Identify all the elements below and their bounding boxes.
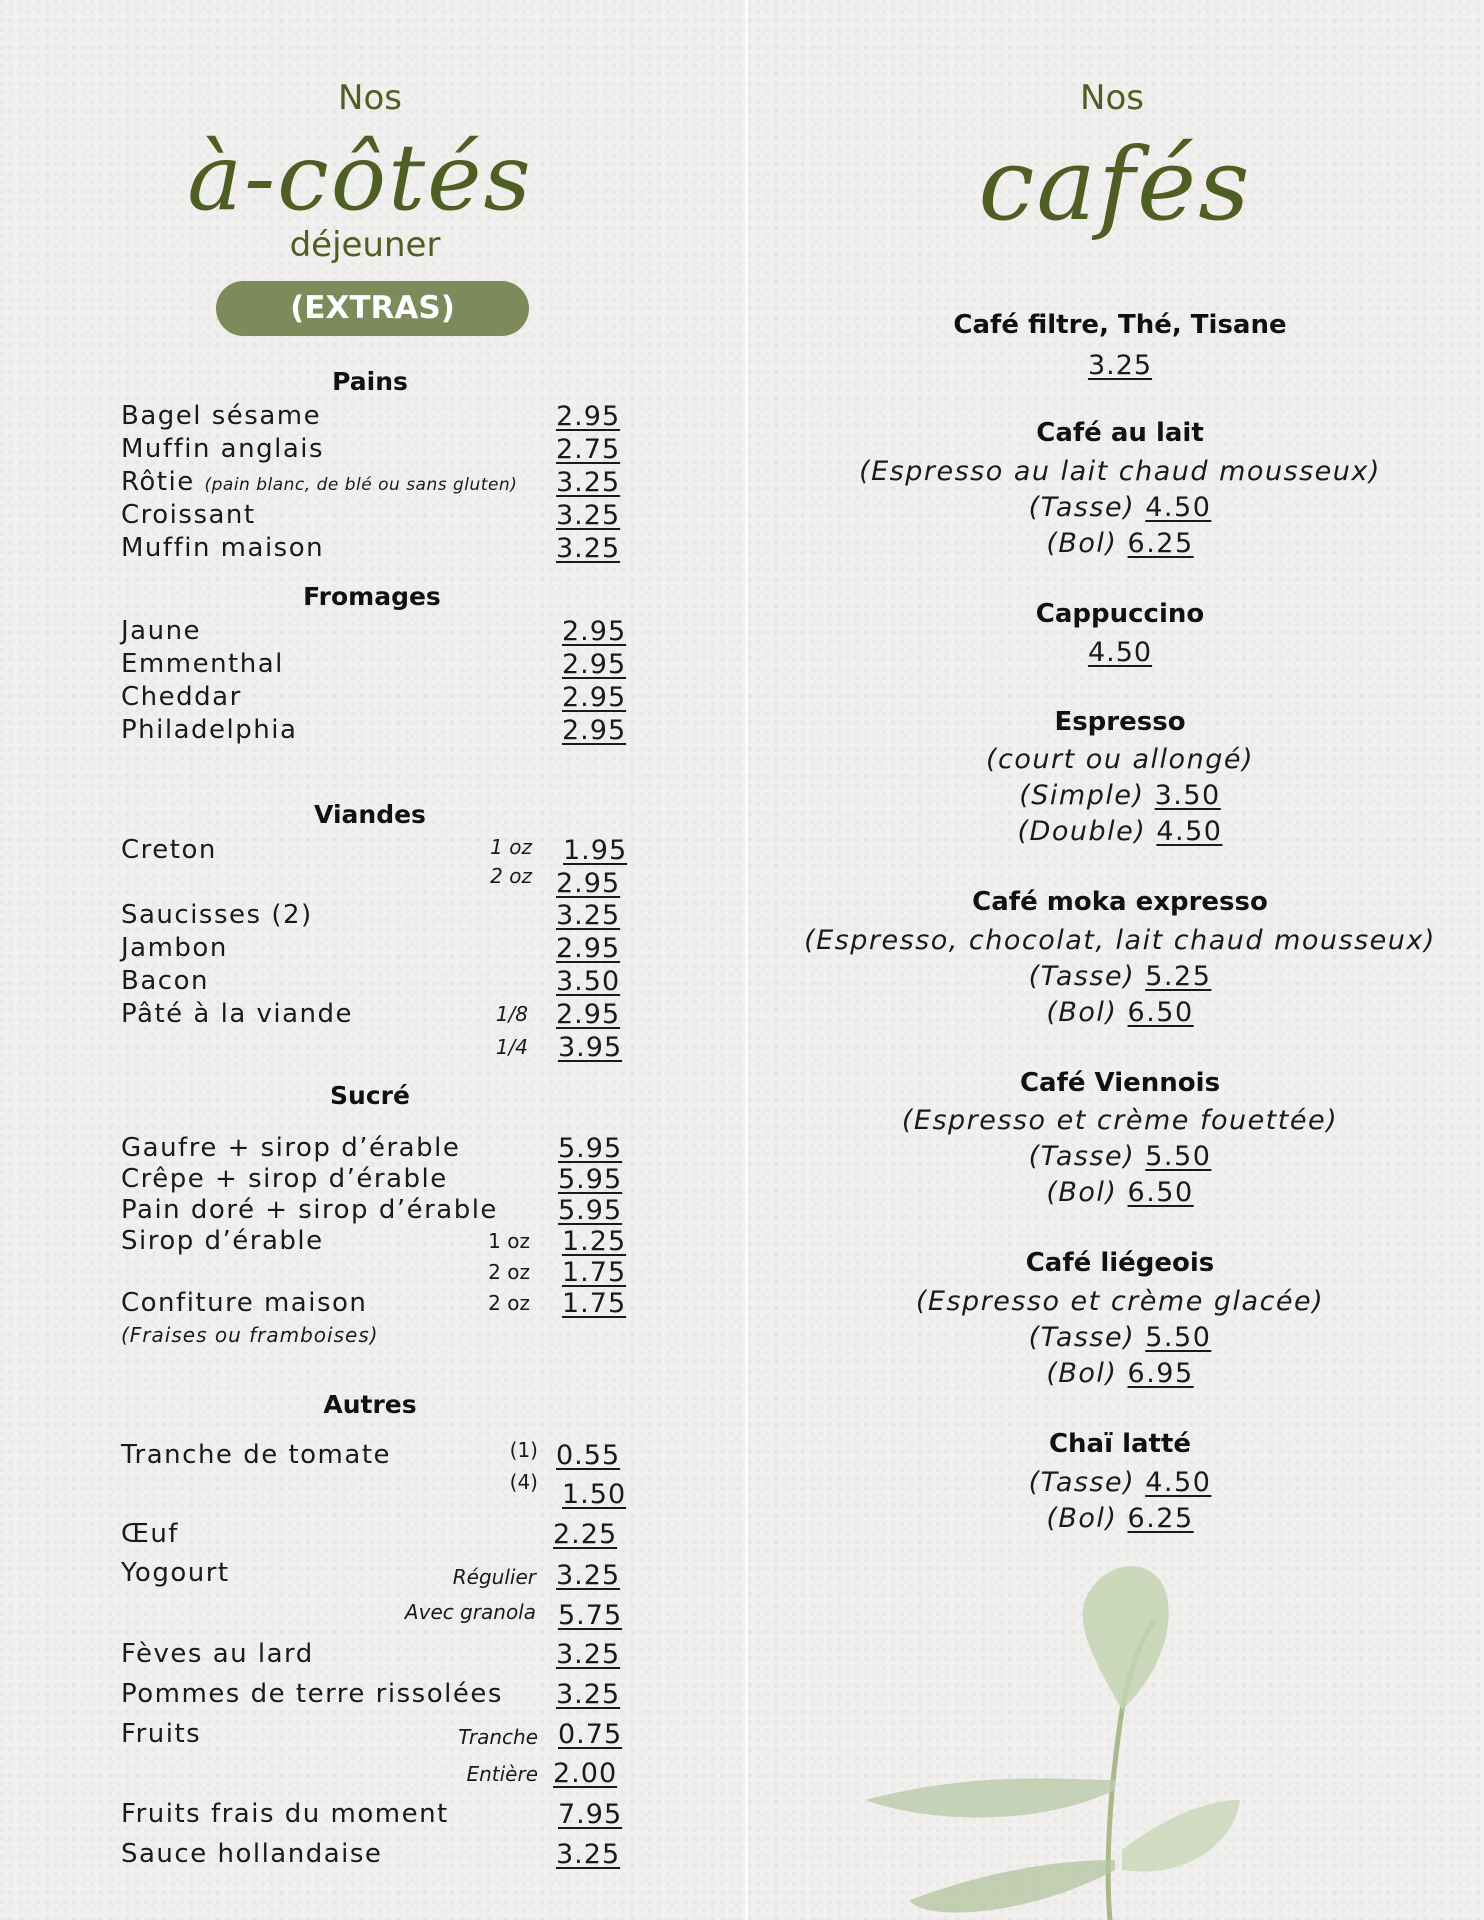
price: 2.95 xyxy=(562,682,627,713)
menu-item: Fruits frais du moment xyxy=(121,1799,449,1829)
extras-badge: (EXTRAS) xyxy=(216,281,529,336)
portion-label: 1 oz xyxy=(488,1229,530,1253)
portion-label: Avec granola xyxy=(404,1600,536,1624)
price: 3.50 xyxy=(1154,780,1221,811)
section-title-pains: Pains xyxy=(332,367,408,396)
portion-label: 1/4 xyxy=(495,1035,528,1059)
menu-item: Fèves au lard xyxy=(121,1639,314,1669)
price: 0.75 xyxy=(558,1719,623,1750)
menu-item: Saucisses (2) xyxy=(121,900,313,930)
coffee-name: Cappuccino xyxy=(1035,599,1205,629)
price: 3.95 xyxy=(558,1032,623,1063)
price: 5.95 xyxy=(558,1164,623,1195)
menu-item: Pâté à la viande xyxy=(121,999,354,1029)
price: 4.50 xyxy=(1145,1467,1212,1498)
menu-item: Sirop d’érable xyxy=(121,1226,324,1256)
menu-item: Bacon xyxy=(121,966,209,996)
coffee-description: (Espresso et crème fouettée) xyxy=(901,1105,1339,1136)
coffee-name: Café liégeois xyxy=(1025,1248,1215,1278)
price: 1.50 xyxy=(562,1479,627,1510)
menu-item: Œuf xyxy=(121,1519,179,1549)
price: 3.25 xyxy=(556,900,621,931)
price: 3.25 xyxy=(556,1839,621,1870)
price: 3.25 xyxy=(1087,350,1153,381)
portion-label: Entière xyxy=(466,1762,538,1786)
size-label: (Bol) xyxy=(1046,997,1118,1028)
menu-item: Cheddar xyxy=(121,682,242,712)
menu-item: Fruits xyxy=(121,1719,202,1749)
price: 5.50 xyxy=(1145,1322,1212,1353)
price: 6.50 xyxy=(1127,997,1194,1028)
coffee-name: Café au lait xyxy=(1036,418,1204,448)
price: 3.50 xyxy=(556,966,621,997)
eucalyptus-leaf-icon xyxy=(860,1560,1300,1920)
price: 6.25 xyxy=(1127,1503,1194,1534)
price: 2.95 xyxy=(562,616,627,647)
portion-label: (4) xyxy=(509,1470,538,1494)
menu-item-note: (Fraises ou framboises) xyxy=(121,1323,379,1347)
price: 3.25 xyxy=(556,500,621,531)
menu-item: Muffin anglais xyxy=(121,434,325,464)
coffee-name: Chaï latté xyxy=(1048,1429,1192,1459)
coffee-size-line xyxy=(780,528,1460,559)
coffee-name: Café filtre, Thé, Tisane xyxy=(953,310,1287,340)
price: 1.75 xyxy=(562,1257,627,1288)
menu-item: Tranche de tomate xyxy=(121,1440,392,1470)
left-subtitle: déjeuner xyxy=(289,225,441,265)
price: 5.75 xyxy=(558,1600,623,1631)
price: 5.95 xyxy=(558,1195,623,1226)
menu-item-note: (pain blanc, de blé ou sans gluten) xyxy=(204,475,518,495)
menu-item: Pommes de terre rissolées xyxy=(121,1679,503,1709)
coffee-size-line xyxy=(780,1322,1460,1353)
menu-item xyxy=(121,467,517,497)
price: 5.95 xyxy=(558,1133,623,1164)
price: 4.50 xyxy=(1087,637,1153,668)
price: 5.25 xyxy=(1145,961,1212,992)
menu-item: Croissant xyxy=(121,500,256,530)
price: 5.50 xyxy=(1145,1141,1212,1172)
portion-label: 2 oz xyxy=(488,1260,530,1284)
menu-item: Crêpe + sirop d’érable xyxy=(121,1164,448,1194)
left-script-title: à-côtés xyxy=(187,124,533,231)
coffee-name: Café moka expresso xyxy=(972,887,1268,917)
size-label: (Bol) xyxy=(1046,1358,1118,1389)
coffee-size-line xyxy=(780,1503,1460,1534)
size-label: (Bol) xyxy=(1046,1503,1118,1534)
size-label: (Tasse) xyxy=(1028,961,1136,992)
coffee-name: Espresso xyxy=(1054,707,1186,737)
coffee-description: (Espresso et crème glacée) xyxy=(915,1286,1325,1317)
section-title-fromages: Fromages xyxy=(303,582,441,611)
menu-item: Pain doré + sirop d’érable xyxy=(121,1195,498,1225)
size-label: (Double) xyxy=(1017,816,1147,847)
section-title-viandes: Viandes xyxy=(314,800,426,829)
right-script-title: cafés xyxy=(978,126,1252,243)
portion-label: Tranche xyxy=(458,1725,538,1749)
price: 2.95 xyxy=(556,868,621,899)
menu-item: Confiture maison xyxy=(121,1288,368,1318)
portion-label: 2 oz xyxy=(488,1291,530,1315)
portion-label: 1/8 xyxy=(495,1002,528,1026)
price: 4.50 xyxy=(1145,492,1212,523)
coffee-description: (Espresso au lait chaud mousseux) xyxy=(859,456,1381,487)
portion-label: Régulier xyxy=(452,1565,536,1589)
size-label: (Bol) xyxy=(1046,528,1118,559)
price: 3.25 xyxy=(556,467,621,498)
price: 3.25 xyxy=(556,1679,621,1710)
menu-item: Sauce hollandaise xyxy=(121,1839,383,1869)
size-label: (Tasse) xyxy=(1028,1141,1136,1172)
portion-label: (1) xyxy=(509,1438,538,1462)
coffee-size-line xyxy=(780,816,1460,847)
price: 1.25 xyxy=(562,1226,627,1257)
coffee-description: (court ou allongé) xyxy=(986,744,1254,775)
price: 2.95 xyxy=(556,933,621,964)
price: 7.95 xyxy=(558,1799,623,1830)
price: 2.95 xyxy=(556,999,621,1030)
menu-item: Creton xyxy=(121,835,217,865)
price: 2.95 xyxy=(556,401,621,432)
coffee-size-line xyxy=(780,780,1460,811)
price: 2.25 xyxy=(553,1519,618,1550)
size-label: (Simple) xyxy=(1019,780,1145,811)
menu-item: Jaune xyxy=(121,616,202,646)
coffee-size-line xyxy=(780,492,1460,523)
size-label: (Bol) xyxy=(1046,1177,1118,1208)
right-heading-nos: Nos xyxy=(1080,78,1144,118)
price: 6.50 xyxy=(1127,1177,1194,1208)
portion-label: 2 oz xyxy=(490,864,532,888)
price: 3.25 xyxy=(556,1560,621,1591)
size-label: (Tasse) xyxy=(1028,492,1136,523)
price: 2.00 xyxy=(553,1758,618,1789)
price: 6.95 xyxy=(1127,1358,1194,1389)
coffee-size-line xyxy=(780,1141,1460,1172)
price: 0.55 xyxy=(556,1440,621,1471)
coffee-size-line xyxy=(780,1358,1460,1389)
coffee-size-line xyxy=(780,997,1460,1028)
portion-label: 1 oz xyxy=(490,835,532,859)
price: 6.25 xyxy=(1127,528,1194,559)
menu-item: Philadelphia xyxy=(121,715,298,745)
price: 3.25 xyxy=(556,533,621,564)
price: 2.95 xyxy=(562,649,627,680)
size-label: (Tasse) xyxy=(1028,1467,1136,1498)
coffee-size-line xyxy=(780,1177,1460,1208)
menu-item: Muffin maison xyxy=(121,533,325,563)
coffee-name: Café Viennois xyxy=(1019,1068,1221,1098)
price: 2.95 xyxy=(562,715,627,746)
price: 1.95 xyxy=(563,835,628,866)
section-title-sucre: Sucré xyxy=(330,1081,410,1110)
coffee-size-line xyxy=(780,1467,1460,1498)
size-label: (Tasse) xyxy=(1028,1322,1136,1353)
price: 1.75 xyxy=(562,1288,627,1319)
menu-item: Emmenthal xyxy=(121,649,284,679)
price: 2.75 xyxy=(556,434,621,465)
price: 3.25 xyxy=(556,1639,621,1670)
menu-item: Yogourt xyxy=(121,1558,230,1588)
section-title-autres: Autres xyxy=(323,1390,417,1419)
menu-item: Gaufre + sirop d’érable xyxy=(121,1133,461,1163)
left-heading-nos: Nos xyxy=(338,78,402,118)
price: 4.50 xyxy=(1156,816,1223,847)
coffee-size-line xyxy=(780,961,1460,992)
menu-item: Bagel sésame xyxy=(121,401,322,431)
column-divider xyxy=(745,0,748,1920)
coffee-description: (Espresso, chocolat, lait chaud mousseux) xyxy=(804,925,1436,956)
menu-item: Jambon xyxy=(121,933,228,963)
menu-item-name: Rôtie xyxy=(121,467,195,497)
